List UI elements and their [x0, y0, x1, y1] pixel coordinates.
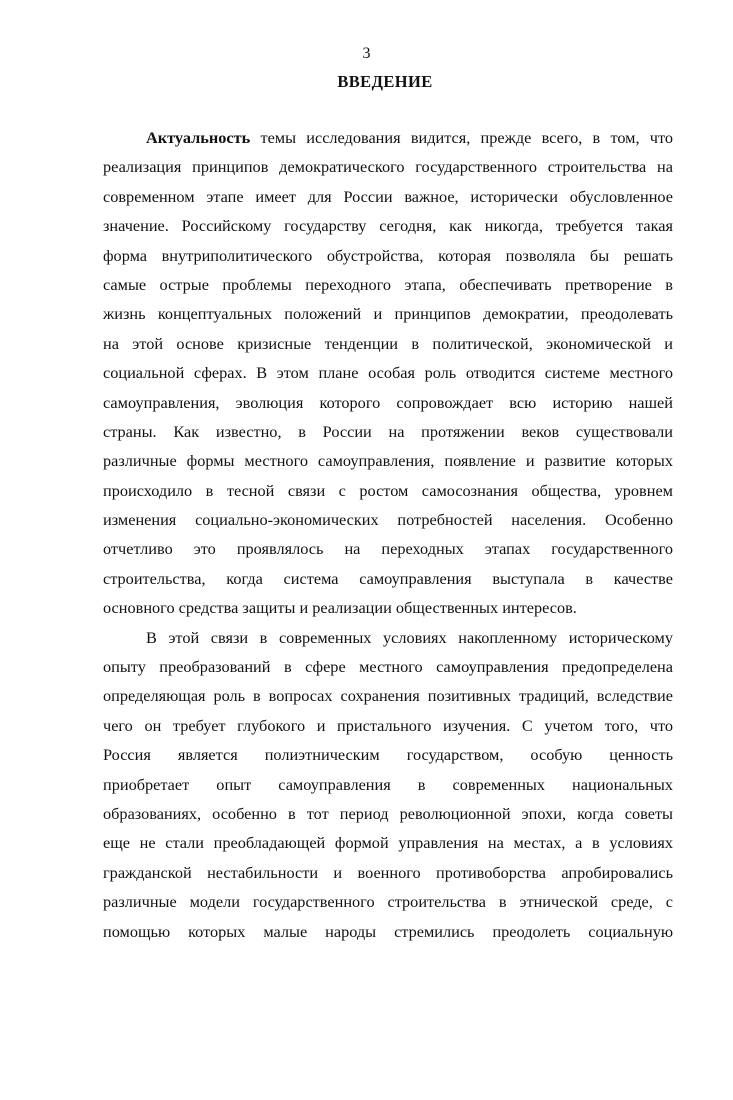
text-line: опыту преобразований в сфере местного самоуправления предопределена — [103, 657, 673, 677]
text-line: отчетливо это проявлялось на переходных этапах государственного — [103, 539, 673, 559]
text-line: современном этапе имеет для России важное, исторически обусловленное — [103, 186, 673, 206]
page-number: 3 — [362, 45, 371, 62]
text-line: страны. Как известно, в России на протяжении веков существовали — [103, 421, 673, 441]
text-line: самоуправления, эволюция которого сопровождает всю историю нашей — [103, 392, 673, 412]
text-line: различные формы местного самоуправления, появление и развитие которых — [103, 451, 673, 471]
text-line: изменения социально-экономических потребностей населения. Особенно — [103, 510, 673, 530]
text-line: форма внутриполитического обустройства, которая позволяла бы решать — [103, 245, 673, 265]
text-line: еще не стали преобладающей формой управления на местах, а в условиях — [103, 833, 673, 853]
text-line — [103, 123, 673, 152]
text-line: определяющая роль в вопросах сохранения позитивных традиций, вследствие — [103, 686, 673, 706]
text-line: приобретает опыт самоуправления в современных национальных — [103, 774, 673, 794]
text-line: самые острые проблемы переходного этапа, обеспечивать претворение в — [103, 274, 673, 294]
text-line: различные модели государственного строительства в этнической среде, с — [103, 892, 673, 912]
text-line: основного средства защиты и реализации общественных интересов. — [103, 598, 577, 618]
text-line: реализация принципов демократического государственного строительства на — [103, 157, 673, 177]
text-line: образованиях, особенно в тот период революционной эпохи, когда советы — [103, 803, 673, 823]
text-line: гражданской нестабильности и военного противоборства апробировались — [103, 862, 673, 882]
text-line: происходило в тесной связи с ростом самосознания общества, уровнем — [103, 480, 673, 500]
text-line: помощью которых малые народы стремились преодолеть социальную — [103, 921, 673, 941]
section-title: ВВЕДЕНИЕ — [337, 72, 433, 91]
text-line: социальной сферах. В этом плане особая роль отводится системе местного — [103, 363, 673, 383]
text-line: Россия является полиэтническим государством, особую ценность — [103, 745, 673, 765]
lead-word: Актуальность — [146, 128, 251, 147]
body-text — [103, 123, 673, 946]
line-text: темы исследования видится, прежде всего, в том, что — [260, 128, 673, 147]
text-line: жизнь концептуальных положений и принципов демократии, преодолевать — [103, 304, 673, 324]
text-line: значение. Российскому государству сегодня, как никогда, требуется такая — [103, 216, 673, 236]
text-line: на этой основе кризисные тенденции в политической, экономической и — [103, 333, 673, 353]
text-line: В этой связи в современных условиях накопленному историческому — [146, 627, 673, 647]
text-line: строительства, когда система самоуправления выступала в качестве — [103, 568, 673, 588]
text-line: чего он требует глубокого и пристального изучения. С учетом того, что — [103, 715, 673, 735]
